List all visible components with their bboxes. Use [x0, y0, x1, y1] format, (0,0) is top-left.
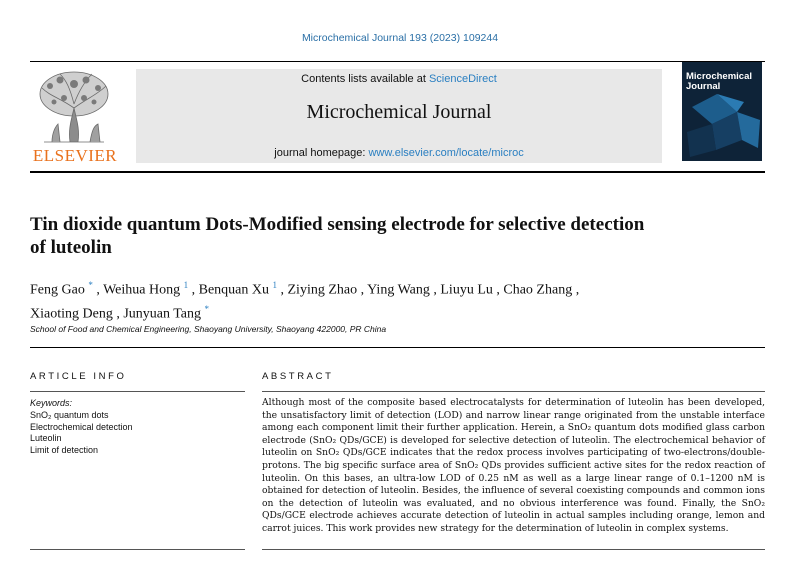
abstract-heading: ABSTRACT — [262, 371, 334, 382]
article-info-bottom-rule — [30, 549, 245, 550]
homepage-prefix: journal homepage: — [274, 147, 369, 159]
article-info-rule — [30, 391, 245, 392]
cover-title-line-2: Journal — [686, 81, 721, 92]
author-name[interactable]: Weihua Hong — [103, 282, 181, 298]
abstract-rule — [262, 391, 765, 392]
homepage-line — [136, 147, 662, 159]
author-separator: , — [572, 282, 580, 298]
contents-line — [136, 73, 662, 85]
journal-header-box — [136, 69, 662, 163]
journal-cover-image[interactable] — [682, 62, 762, 161]
elsevier-wordmark[interactable]: ELSEVIER — [32, 146, 118, 165]
contents-prefix: Contents lists available at — [301, 73, 429, 85]
journal-name: Microchemical Journal — [306, 101, 492, 123]
author-list — [30, 276, 730, 323]
keyword-item: Limit of detection — [30, 444, 99, 455]
author-name[interactable]: Benquan Xu — [198, 282, 269, 298]
section-rule — [30, 347, 765, 348]
author-separator: , — [429, 282, 441, 298]
abstract-bottom-rule — [262, 549, 765, 550]
cover-title-line-1: Microchemical — [686, 71, 752, 82]
journal-citation[interactable]: Microchemical Journal 193 (2023) 109244 — [301, 32, 499, 44]
author-name[interactable]: Ziying Zhao — [287, 282, 358, 298]
keyword-item: Luteolin — [30, 433, 62, 443]
header-top-rule — [30, 61, 765, 62]
author-mark[interactable]: 1 — [183, 280, 189, 290]
article-info-heading: ARTICLE INFO — [30, 371, 127, 382]
keyword-item: SnO₂ quantum dots — [30, 410, 109, 420]
author-separator: , — [357, 282, 368, 298]
author-separator: , — [188, 282, 199, 298]
author-mark[interactable]: * — [88, 280, 93, 290]
keywords-list — [30, 410, 133, 456]
author-separator: , — [492, 282, 504, 298]
sciencedirect-link[interactable]: ScienceDirect — [428, 73, 497, 85]
author-name[interactable]: Liuyu Lu — [440, 282, 493, 298]
author-name[interactable]: Feng Gao — [30, 282, 85, 298]
author-name[interactable]: Chao Zhang — [503, 282, 573, 298]
affiliation: School of Food and Chemical Engineering, Shaoyang University, Shaoyang 422000, PR China — [30, 324, 387, 334]
author-mark[interactable]: 1 — [272, 280, 277, 290]
keyword-item: Electrochemical detection — [30, 421, 133, 432]
homepage-link[interactable]: www.elsevier.com/locate/microc — [368, 147, 524, 159]
author-name[interactable]: Xiaoting Deng — [30, 306, 113, 322]
author-separator: , — [112, 306, 124, 322]
cover-title — [686, 72, 752, 92]
author-mark[interactable]: * — [204, 303, 210, 314]
article-title: Tin dioxide quantum Dots-Modified sensing electrode for selective detection of luteolin — [30, 214, 645, 258]
abstract-text: Although most of the composite based electrocatalysts for determination of luteolin has been developed, the unsatisfactory limit of detection (LOD) and narrow linear range originated from the unstable interface among each component limit their further application. Herein, a SnO₂ quantum dots modified glass carbon electrode (SnO₂ QDs/GCE) is developed for selective detection of luteolin. The electrochemical behavior of luteolin on SnO₂ QDs/GCE indicates that the redox process involves participating of two-electrons/double-protons. The big specific surface area of SnO₂ QDs provides sufficient active sites for the redox reaction of luteolin. On this bases, an ultra-low LOD of 0.25 nM as well as a large linear range of 0.1–1200 nM is obtained for detection of luteolin. Besides, the influence of several coexisting compounds and common ions on the detection of luteolin was evaluated, and no obvious interference was found. Finally, the SnO₂ QDs/GCE electrode achieves accurate detection of luteolin in actual samples including orange, lemon and carrot juices. This work provides new strategy for the determination of luteolin in complex systems. — [262, 397, 765, 534]
author-separator: , — [92, 282, 104, 298]
header-bottom-rule — [30, 171, 765, 173]
author-name[interactable]: Junyuan Tang — [123, 306, 202, 322]
author-separator: , — [277, 282, 288, 298]
keywords-label: Keywords: — [30, 398, 73, 408]
author-name[interactable]: Ying Wang — [367, 282, 430, 298]
